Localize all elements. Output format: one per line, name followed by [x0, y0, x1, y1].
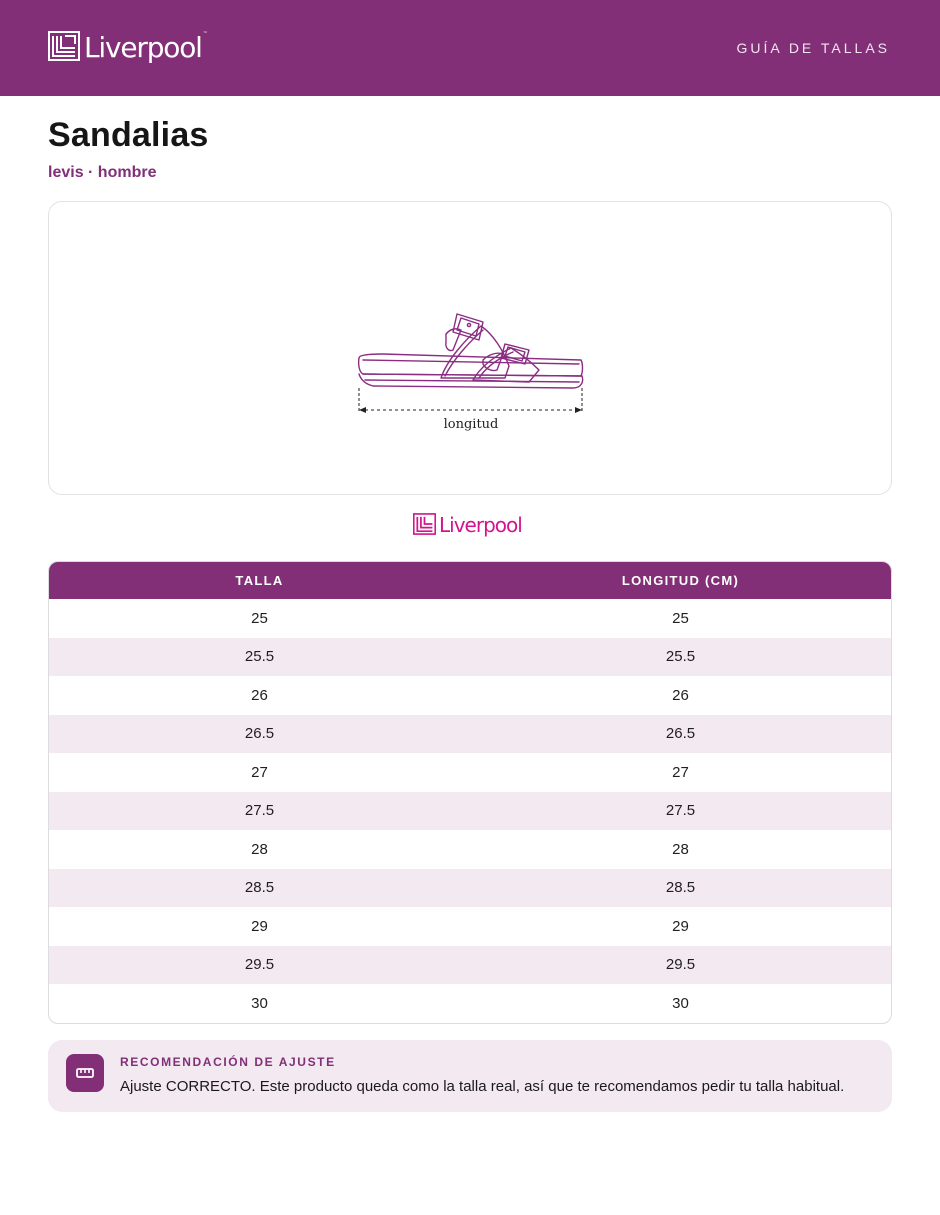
sandal-illustration: [353, 300, 593, 436]
cell-talla: 25: [251, 609, 268, 627]
cell-talla: 26.5: [244, 725, 275, 743]
recommendation-text: Ajuste CORRECTO. Este producto queda como la talla real, así que te recomendamos pedir tu talla habitual.: [120, 1078, 845, 1095]
cell-longitud: 25: [672, 609, 689, 627]
cell-longitud: 27.5: [665, 802, 696, 820]
liverpool-brand-icon: [413, 513, 436, 535]
cell-talla: 25.5: [244, 648, 275, 666]
ruler-icon: [66, 1054, 104, 1092]
cell-talla: 26: [251, 686, 268, 704]
table-row: [49, 715, 891, 754]
size-table-header: [49, 562, 891, 599]
table-row: [49, 869, 891, 908]
measure-label: longitud: [443, 417, 499, 432]
cell-longitud: 28: [672, 840, 689, 858]
fit-recommendation: [48, 1040, 892, 1112]
brand-wordmark: Liverpool: [439, 513, 522, 537]
table-row: [49, 599, 891, 638]
size-guide-label: GUÍA DE TALLAS: [736, 40, 890, 56]
cell-longitud: 28.5: [665, 879, 696, 897]
page-title: Sandalias: [48, 116, 209, 154]
page-header: [0, 0, 940, 96]
cell-longitud: 25.5: [665, 648, 696, 666]
cell-longitud: 27: [672, 763, 689, 781]
cell-longitud: 26.5: [665, 725, 696, 743]
cell-longitud: 26: [672, 686, 689, 704]
column-header-talla: TALLA: [235, 573, 284, 588]
column-header-longitud: LONGITUD (CM): [621, 573, 740, 588]
size-table: [48, 561, 892, 1024]
cell-talla: 28.5: [244, 879, 275, 897]
cell-talla: 30: [251, 994, 268, 1012]
product-subtitle: levis · hombre: [48, 164, 157, 181]
liverpool-brand-mark: [413, 512, 522, 536]
table-row: [49, 946, 891, 985]
table-row: [49, 984, 891, 1023]
cell-talla: 27.5: [244, 802, 275, 820]
liverpool-logo-icon: [48, 31, 80, 61]
cell-talla: 27: [251, 763, 268, 781]
table-row: [49, 830, 891, 869]
cell-longitud: 29.5: [665, 956, 696, 974]
table-row: [49, 792, 891, 831]
cell-talla: 28: [251, 840, 268, 858]
product-illustration-card: [48, 201, 892, 495]
table-row: [49, 753, 891, 792]
cell-talla: 29: [251, 917, 268, 935]
liverpool-logo[interactable]: [48, 31, 208, 64]
table-row: [49, 907, 891, 946]
table-row: [49, 638, 891, 677]
cell-talla: 29.5: [244, 956, 275, 974]
cell-longitud: 29: [672, 917, 689, 935]
cell-longitud: 30: [672, 994, 689, 1012]
size-table-body: [49, 599, 891, 1023]
table-row: [49, 676, 891, 715]
logo-wordmark: Liverpool ™: [84, 31, 208, 64]
recommendation-title: RECOMENDACIÓN DE AJUSTE: [120, 1055, 336, 1069]
